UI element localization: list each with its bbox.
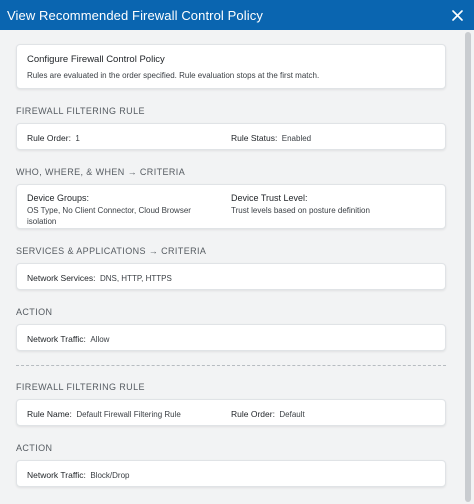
scrollbar-thumb[interactable]	[465, 32, 471, 502]
device-groups-value: OS Type, No Client Connector, Cloud Browser isolation	[27, 206, 191, 226]
action-card	[16, 324, 446, 351]
intro-card	[16, 44, 446, 89]
section-title-criteria: WHO, WHERE, & WHEN → CRITERIA	[16, 167, 186, 177]
close-icon[interactable]	[450, 8, 464, 22]
filtering-rule-card	[16, 123, 446, 150]
section-title-filtering-rule: FIREWALL FILTERING RULE	[16, 106, 145, 116]
default-action-card	[16, 460, 446, 487]
rule-order-value: 1	[75, 133, 80, 143]
default-rule-order-value: Default	[279, 409, 305, 419]
default-network-traffic-label: Network Traffic:	[27, 469, 86, 480]
section-title-services: SERVICES & APPLICATIONS → CRITERIA	[16, 246, 207, 256]
intro-description: Rules are evaluated in the order specified. Rule evaluation stops at the first match.	[27, 70, 320, 80]
section-title-action: ACTION	[16, 307, 53, 317]
dialog-body	[0, 30, 474, 504]
network-traffic-label: Network Traffic:	[27, 333, 86, 344]
intro-title: Configure Firewall Control Policy	[27, 53, 165, 65]
rule-order-label: Rule Order:	[27, 132, 71, 143]
default-filtering-rule-card	[16, 399, 446, 426]
rule-name-value: Default Firewall Filtering Rule	[76, 409, 181, 419]
dialog-title: View Recommended Firewall Control Policy	[7, 7, 263, 23]
rule-status-label: Rule Status:	[231, 132, 278, 143]
network-services-value: DNS, HTTP, HTTPS	[99, 273, 172, 283]
criteria-card	[16, 184, 446, 229]
rule-name-label: Rule Name:	[27, 408, 72, 419]
default-network-traffic-value: Block/Drop	[90, 470, 130, 480]
default-rule-order-label: Rule Order:	[231, 408, 275, 419]
dialog-header	[0, 0, 474, 30]
section-title-default-action: ACTION	[16, 443, 53, 453]
device-trust-label: Device Trust Level:	[231, 193, 308, 203]
network-services-label: Network Services:	[27, 272, 96, 283]
device-trust-value: Trust levels based on posture definition	[231, 206, 370, 215]
vertical-scrollbar[interactable]	[462, 30, 474, 504]
rule-status-value: Enabled	[281, 133, 312, 143]
services-card	[16, 263, 446, 290]
device-groups-label: Device Groups:	[27, 193, 90, 203]
scroll-area[interactable]	[0, 30, 462, 504]
section-title-default-filtering-rule: FIREWALL FILTERING RULE	[16, 382, 145, 392]
network-traffic-value: Allow	[90, 334, 110, 344]
